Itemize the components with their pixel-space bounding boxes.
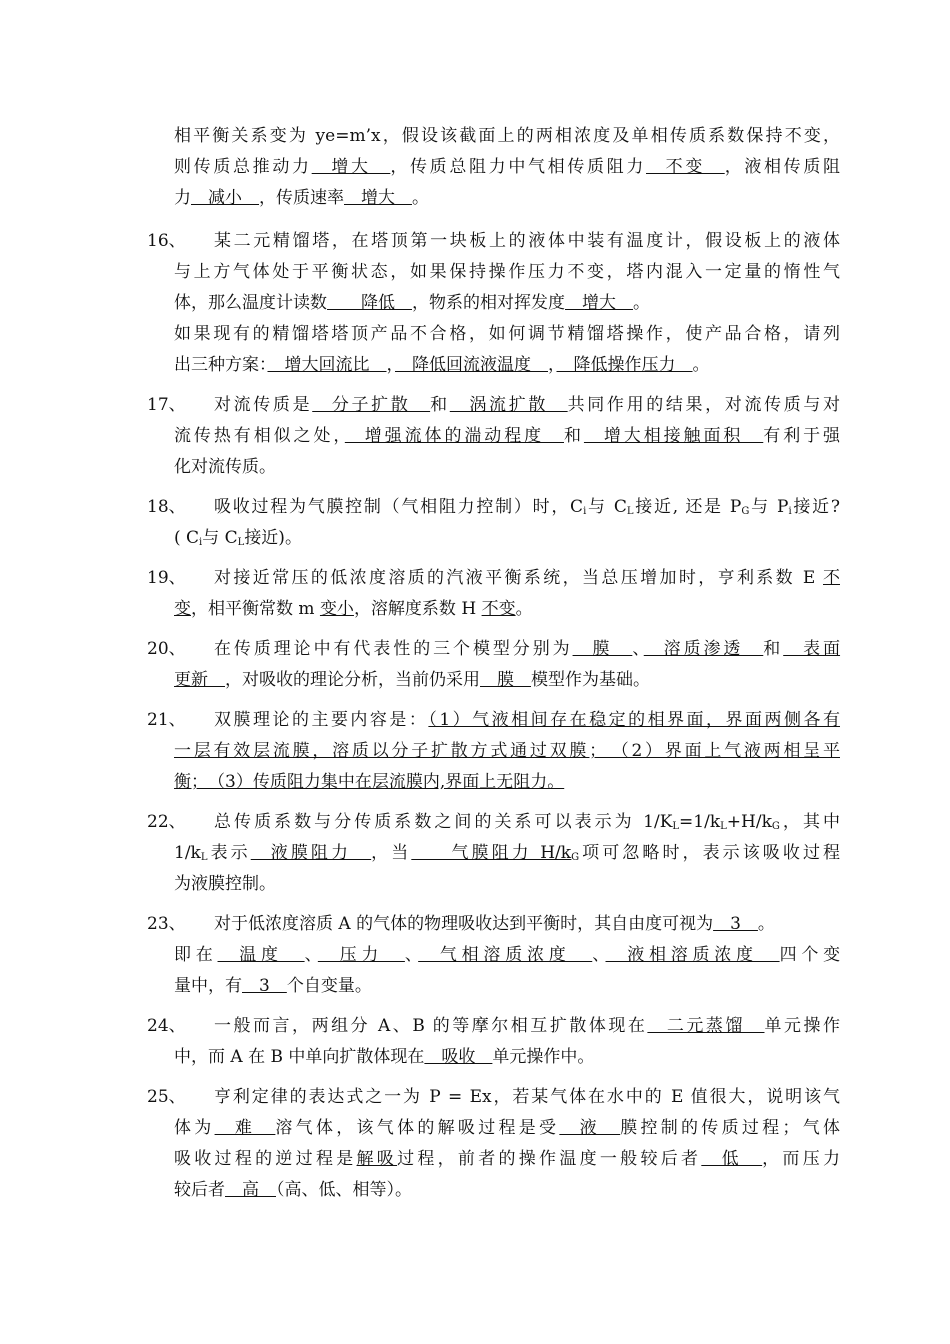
answer-blank: 增大 (565, 293, 633, 313)
text-line: 相平衡关系变为 ye=m’x，假设该截面上的两相浓度及单相传质系数保持不变， (174, 126, 840, 146)
answer-blank: 更新 (174, 670, 225, 690)
answer-blank: 膜 (480, 670, 531, 690)
answer-blank: 增大 (344, 188, 412, 208)
text-line: 为液膜控制。 (174, 874, 276, 894)
answer-blank: 液 (559, 1118, 621, 1138)
answer-blank: 降低 (327, 293, 412, 313)
text-line: 某二元精馏塔，在塔顶第一块板上的液体中装有温度计，假设板上的液体 (214, 231, 840, 251)
answer-blank: 不 (823, 568, 840, 588)
text-line: 与上方气体处于平衡状态，如果保持操作压力不变，塔内混入一定量的惰性气 (174, 262, 840, 282)
question-number: 16、 (147, 231, 186, 251)
answer-blank: 变小 (319, 599, 354, 619)
text-line: 化对流传质。 (174, 457, 276, 477)
text-line: 较后者 高 （高、低、相等）。 (174, 1180, 412, 1200)
question-number: 25、 (147, 1087, 186, 1107)
answer-blank: 气膜阻力 $H/k_G$ (411, 843, 580, 863)
text-line: 对流传质是 分子扩散 和 涡流扩散 共同作用的结果，对流传质与对 (214, 395, 841, 415)
text-line: 双膜理论的主要内容是：（1）气液相间存在稳定的相界面，界面两侧各有 (214, 710, 840, 730)
text-line: 吸收过程的逆过程是解吸过程，前者的操作温度一般较后者 低 ，而压力 (174, 1149, 840, 1169)
answer-blank: 增强流体的湍动程度 (344, 426, 564, 446)
text-line: 出三种方案： 增大回流比 ， 降低回流液温度 ， 降低操作压力 。 (174, 355, 710, 375)
text-line: 力 减小 ，传质速率 增大 。 (174, 188, 429, 208)
answer-blank: 增大相接触面积 (583, 426, 764, 446)
text-line: 更新 ，对吸收的理论分析，当前仍采用 膜 模型作为基础。 (174, 670, 650, 690)
text-line: 在传质理论中有代表性的三个模型分别为 膜 、 溶质渗透 和 表面 (214, 639, 841, 659)
text-line: 量中，有 3 个自变量。 (174, 976, 372, 996)
answer-blank: 表面 (783, 639, 841, 659)
answer-blank: 增大回流比 (267, 355, 387, 375)
text-line: 对于低浓度溶质 A 的气体的物理吸收达到平衡时，其自由度可视为 3 。 (214, 914, 775, 934)
text-line: 则传质总推动力 增大 ，传质总阻力中气相传质阻力 不变 ，液相传质阻 (174, 157, 841, 177)
answer-blank: 降低回流液温度 (395, 355, 548, 375)
answer-blank: 低 (701, 1149, 763, 1169)
question-number: 19、 (147, 568, 186, 588)
question-number: 21、 (147, 710, 186, 730)
text-line: 如果现有的精馏塔塔顶产品不合格，如何调节精馏塔操作，使产品合格，请列 (174, 324, 840, 344)
text-line: 总传质系数与分传质系数之间的关系可以表示为 $1/K_L=1/k_L+H/k_G$，其中 (214, 812, 840, 832)
text-line: 流传热有相似之处， 增强流体的湍动程度 和 增大相接触面积 有利于强 (174, 426, 841, 446)
answer-blank: 涡流扩散 (449, 395, 568, 415)
answer-blank: 难 (214, 1118, 276, 1138)
text-line: 中，而 A 在 B 中单向扩散体现在 吸收 单元操作中。 (174, 1047, 595, 1067)
answer-blank: 膜 (572, 639, 633, 659)
answer-blank: 溶质渗透 (643, 639, 764, 659)
question-number: 17、 (147, 395, 186, 415)
answer-blank: 降低操作压力 (556, 355, 693, 375)
question-number: 22、 (147, 812, 186, 832)
question-number: 20、 (147, 639, 186, 659)
answer-blank: 衡； （3）传质阻力集中在层流膜内,界面上无阻力。 (174, 772, 565, 792)
answer-blank: 一层有效层流膜，溶质以分子扩散方式通过双膜； （2）界面上气液两相呈平 (174, 741, 840, 761)
answer-blank: 气相溶质浓度 (418, 945, 593, 965)
question-number: 24、 (147, 1016, 186, 1036)
answer-blank: 减小 (191, 188, 259, 208)
answer-blank: （1）气液相间存在稳定的相界面，界面两侧各有 (428, 710, 840, 730)
answer-blank: 分子扩散 (312, 395, 431, 415)
text-line (174, 767, 840, 798)
answer-blank: 二元蒸馏 (647, 1016, 765, 1036)
text-line: 一般而言，两组分 A、B 的等摩尔相互扩散体现在 二元蒸馏 单元操作 (214, 1016, 841, 1036)
question-number: 23、 (147, 914, 186, 934)
text-line: 变，相平衡常数 m 变小，溶解度系数 H 不变。 (174, 599, 533, 619)
text-line: 吸收过程为气膜控制（气相阻力控制）时，$C_i$与 $C_L$接近, 还是 $P_G$与 $P_i$接近? (214, 497, 840, 517)
question-number: 18、 (147, 497, 186, 517)
answer-blank: 温度 (217, 945, 305, 965)
answer-blank: 3 (242, 976, 287, 996)
answer-blank: 吸收 (424, 1047, 493, 1067)
text-line: ( $C_i$与 $C_L$接近)。 (174, 528, 302, 548)
answer-blank: 不变 (481, 599, 516, 619)
text-line (174, 736, 840, 767)
answer-blank: 液相溶质浓度 (605, 945, 780, 965)
answer-blank: 增大 (311, 157, 391, 177)
answer-blank: 不变 (646, 157, 725, 177)
answer-blank: 压力 (317, 945, 405, 965)
answer-blank: 高 (225, 1180, 276, 1200)
text-line: 即在 温度 、 压力 、 气相溶质浓度 、 液相溶质浓度 四个变 (174, 945, 841, 965)
text-line: $1/k_L$表示 液膜阻力 ，当 气膜阻力 $H/k_G$项可忽略时，表示该吸收过程 (174, 843, 841, 863)
answer-blank: 变 (174, 599, 191, 619)
text-line: 对接近常压的低浓度溶质的汽液平衡系统，当总压增加时，亨利系数 E 不 (214, 568, 840, 588)
text-line: 亨利定律的表达式之一为 P = Ex，若某气体在水中的 E 值很大，说明该气 (214, 1087, 840, 1107)
answer-blank: 液膜阻力 (250, 843, 372, 863)
answer-blank: 解吸 (356, 1149, 398, 1169)
text-line: 体为 难 溶气体，该气体的解吸过程是受 液 膜控制的传质过程；气体 (174, 1118, 840, 1138)
answer-blank: 3 (713, 914, 758, 934)
text-line: 体，那么温度计读数 降低 ，物系的相对挥发度 增大 。 (174, 293, 650, 313)
